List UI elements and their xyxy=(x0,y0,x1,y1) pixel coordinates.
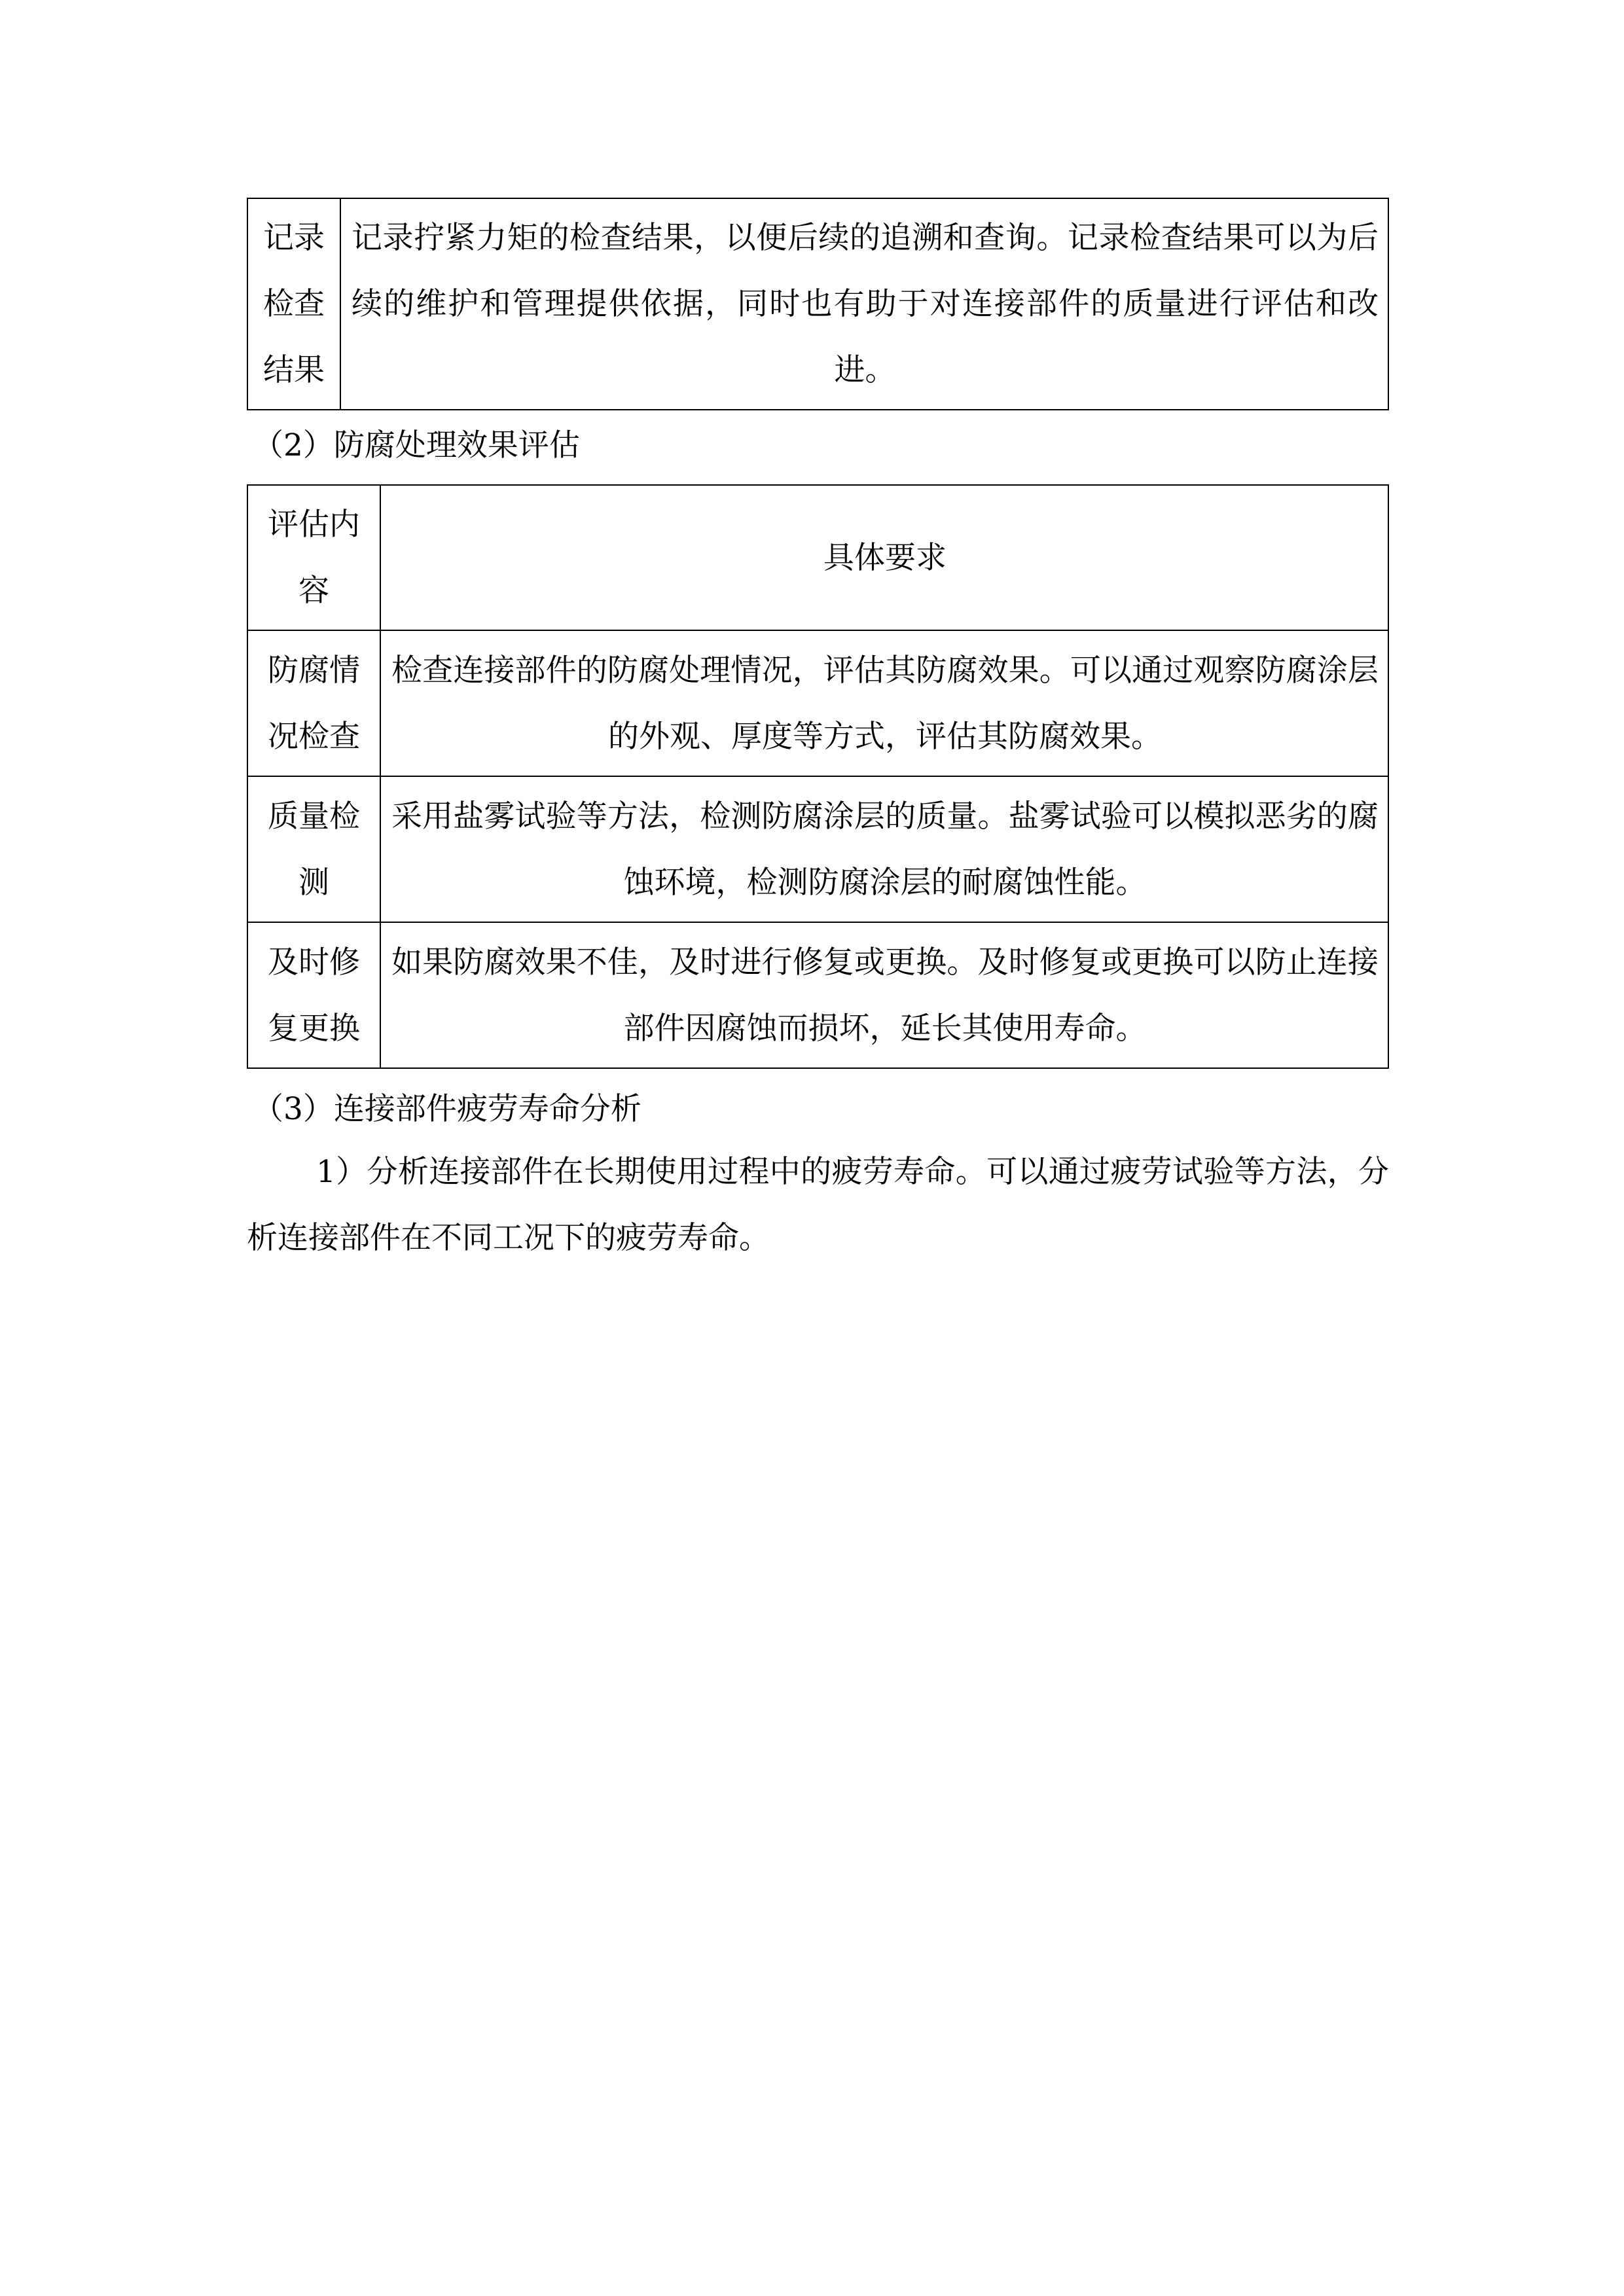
row-label: 记录检查结果 xyxy=(247,198,340,410)
row-content: 如果防腐效果不佳，及时进行修复或更换。及时修复或更换可以防止连接部件因腐蚀而损坏，延长其使用寿命。 xyxy=(380,922,1388,1068)
table-row xyxy=(247,776,1388,922)
column-header-requirements: 具体要求 xyxy=(380,485,1388,630)
table-row xyxy=(247,922,1388,1068)
torque-record-table xyxy=(247,198,1389,410)
row-content: 采用盐雾试验等方法，检测防腐涂层的质量。盐雾试验可以模拟恶劣的腐蚀环境，检测防腐涂层的耐腐蚀性能。 xyxy=(380,776,1388,922)
section-heading-anticorrosion: （2）防腐处理效果评估 xyxy=(253,427,580,463)
table-row xyxy=(247,198,1388,410)
row-content: 记录拧紧力矩的检查结果，以便后续的追溯和查询。记录检查结果可以为后续的维护和管理提供依据，同时也有助于对连接部件的质量进行评估和改进。 xyxy=(340,198,1388,410)
table-header-row xyxy=(247,485,1388,630)
row-label: 质量检测 xyxy=(247,776,380,922)
row-content: 检查连接部件的防腐处理情况，评估其防腐效果。可以通过观察防腐涂层的外观、厚度等方式，评估其防腐效果。 xyxy=(380,630,1388,776)
anticorrosion-evaluation-table xyxy=(247,484,1389,1069)
row-label: 及时修复更换 xyxy=(247,922,380,1068)
table-row xyxy=(247,630,1388,776)
body-paragraph: 1）分析连接部件在长期使用过程中的疲劳寿命。可以通过疲劳试验等方法，分析连接部件在不同工况下的疲劳寿命。 xyxy=(247,1154,1389,1256)
section-heading-fatigue: （3）连接部件疲劳寿命分析 xyxy=(253,1091,641,1127)
row-label: 防腐情况检查 xyxy=(247,630,380,776)
column-header-evaluation-item: 评估内容 xyxy=(247,485,380,630)
